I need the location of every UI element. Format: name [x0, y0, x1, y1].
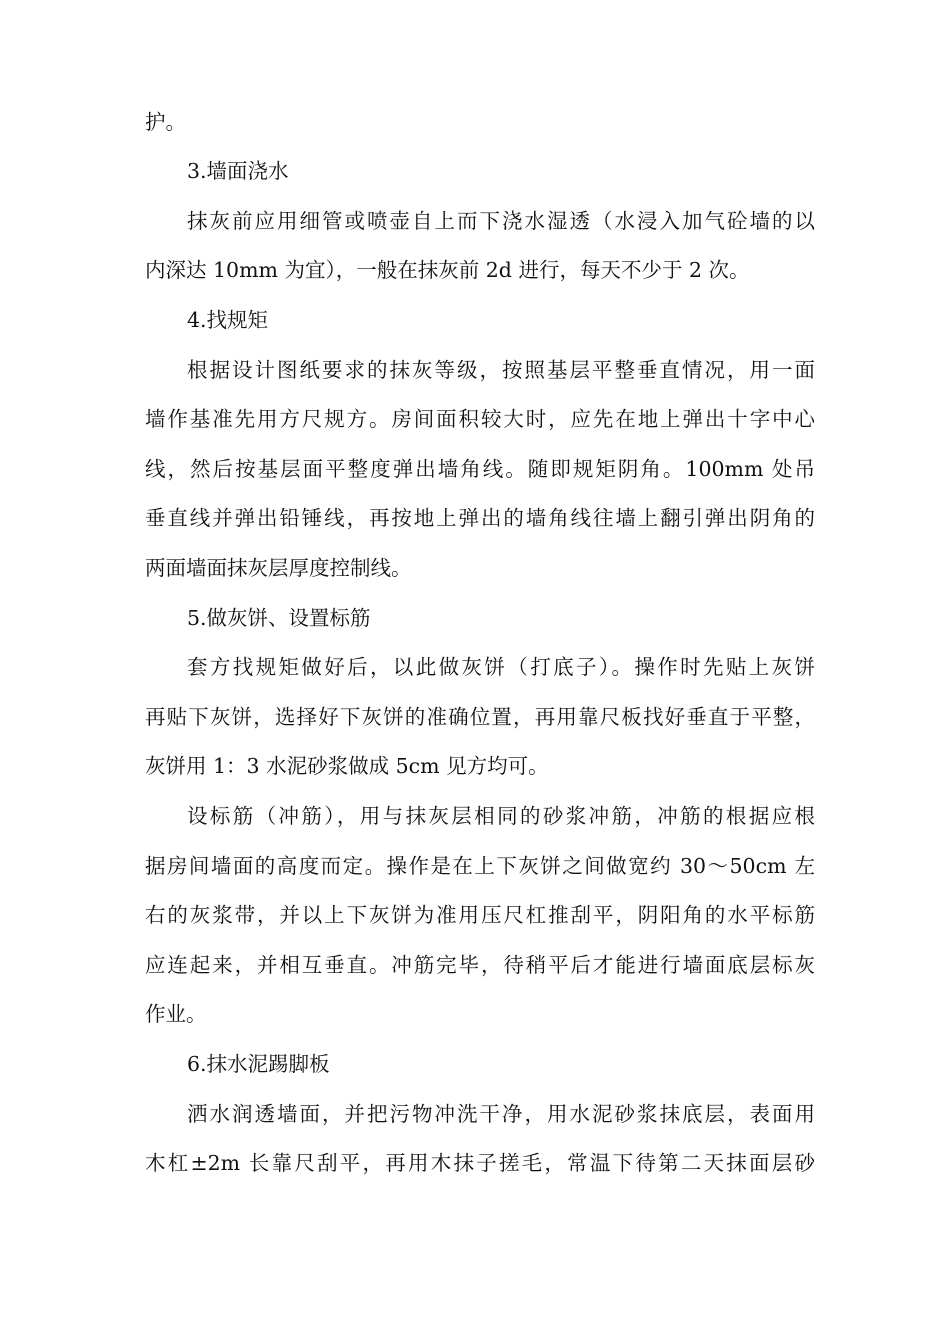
text-line: 两面墙面抹灰层厚度控制线。 [145, 556, 412, 580]
text-line: 线，然后按基层面平整度弹出墙角线。随即规矩阴角。100mm 处吊 [145, 457, 815, 481]
section-heading: 5.做灰饼、设置标筋 [187, 606, 371, 630]
text-line: 内深达 10mm 为宜），一般在抹灰前 2d 进行，每天不少于 2 次。 [145, 258, 750, 282]
section-heading: 3.墙面浇水 [187, 159, 289, 183]
text-line: 根据设计图纸要求的抹灰等级，按照基层平整垂直情况，用一面 [187, 358, 815, 382]
text-line: 墙作基准先用方尺规方。房间面积较大时，应先在地上弹出十字中心 [145, 407, 815, 431]
text-line: 护。 [145, 110, 186, 134]
text-line: 右的灰浆带，并以上下灰饼为准用压尺杠推刮平，阴阳角的水平标筋 [145, 903, 815, 927]
text-line: 应连起来，并相互垂直。冲筋完毕，待稍平后才能进行墙面底层标灰 [145, 953, 815, 977]
text-line: 设标筋（冲筋），用与抹灰层相同的砂浆冲筋，冲筋的根据应根 [187, 804, 815, 828]
text-line: 再贴下灰饼，选择好下灰饼的准确位置，再用靠尺板找好垂直于平整， [145, 705, 815, 729]
text-line: 洒水润透墙面，并把污物冲洗干净，用水泥砂浆抹底层，表面用 [187, 1102, 815, 1126]
text-line: 套方找规矩做好后，以此做灰饼（打底子）。操作时先贴上灰饼 [187, 655, 815, 679]
text-line: 据房间墙面的高度而定。操作是在上下灰饼之间做宽约 30～50cm 左 [145, 854, 815, 878]
text-line: 灰饼用 1：3 水泥砂浆做成 5cm 见方均可。 [145, 754, 549, 778]
section-heading: 6.抹水泥踢脚板 [187, 1052, 330, 1076]
text-line: 作业。 [145, 1002, 207, 1026]
text-line: 垂直线并弹出铅锤线，再按地上弹出的墙角线往墙上翻引弹出阴角的 [145, 506, 815, 530]
section-heading: 4.找规矩 [187, 308, 269, 332]
text-line: 木杠±2m 长靠尺刮平，再用木抹子搓毛，常温下待第二天抹面层砂 [145, 1151, 815, 1175]
text-line: 抹灰前应用细管或喷壶自上而下浇水湿透（水浸入加气砼墙的以 [187, 209, 815, 233]
